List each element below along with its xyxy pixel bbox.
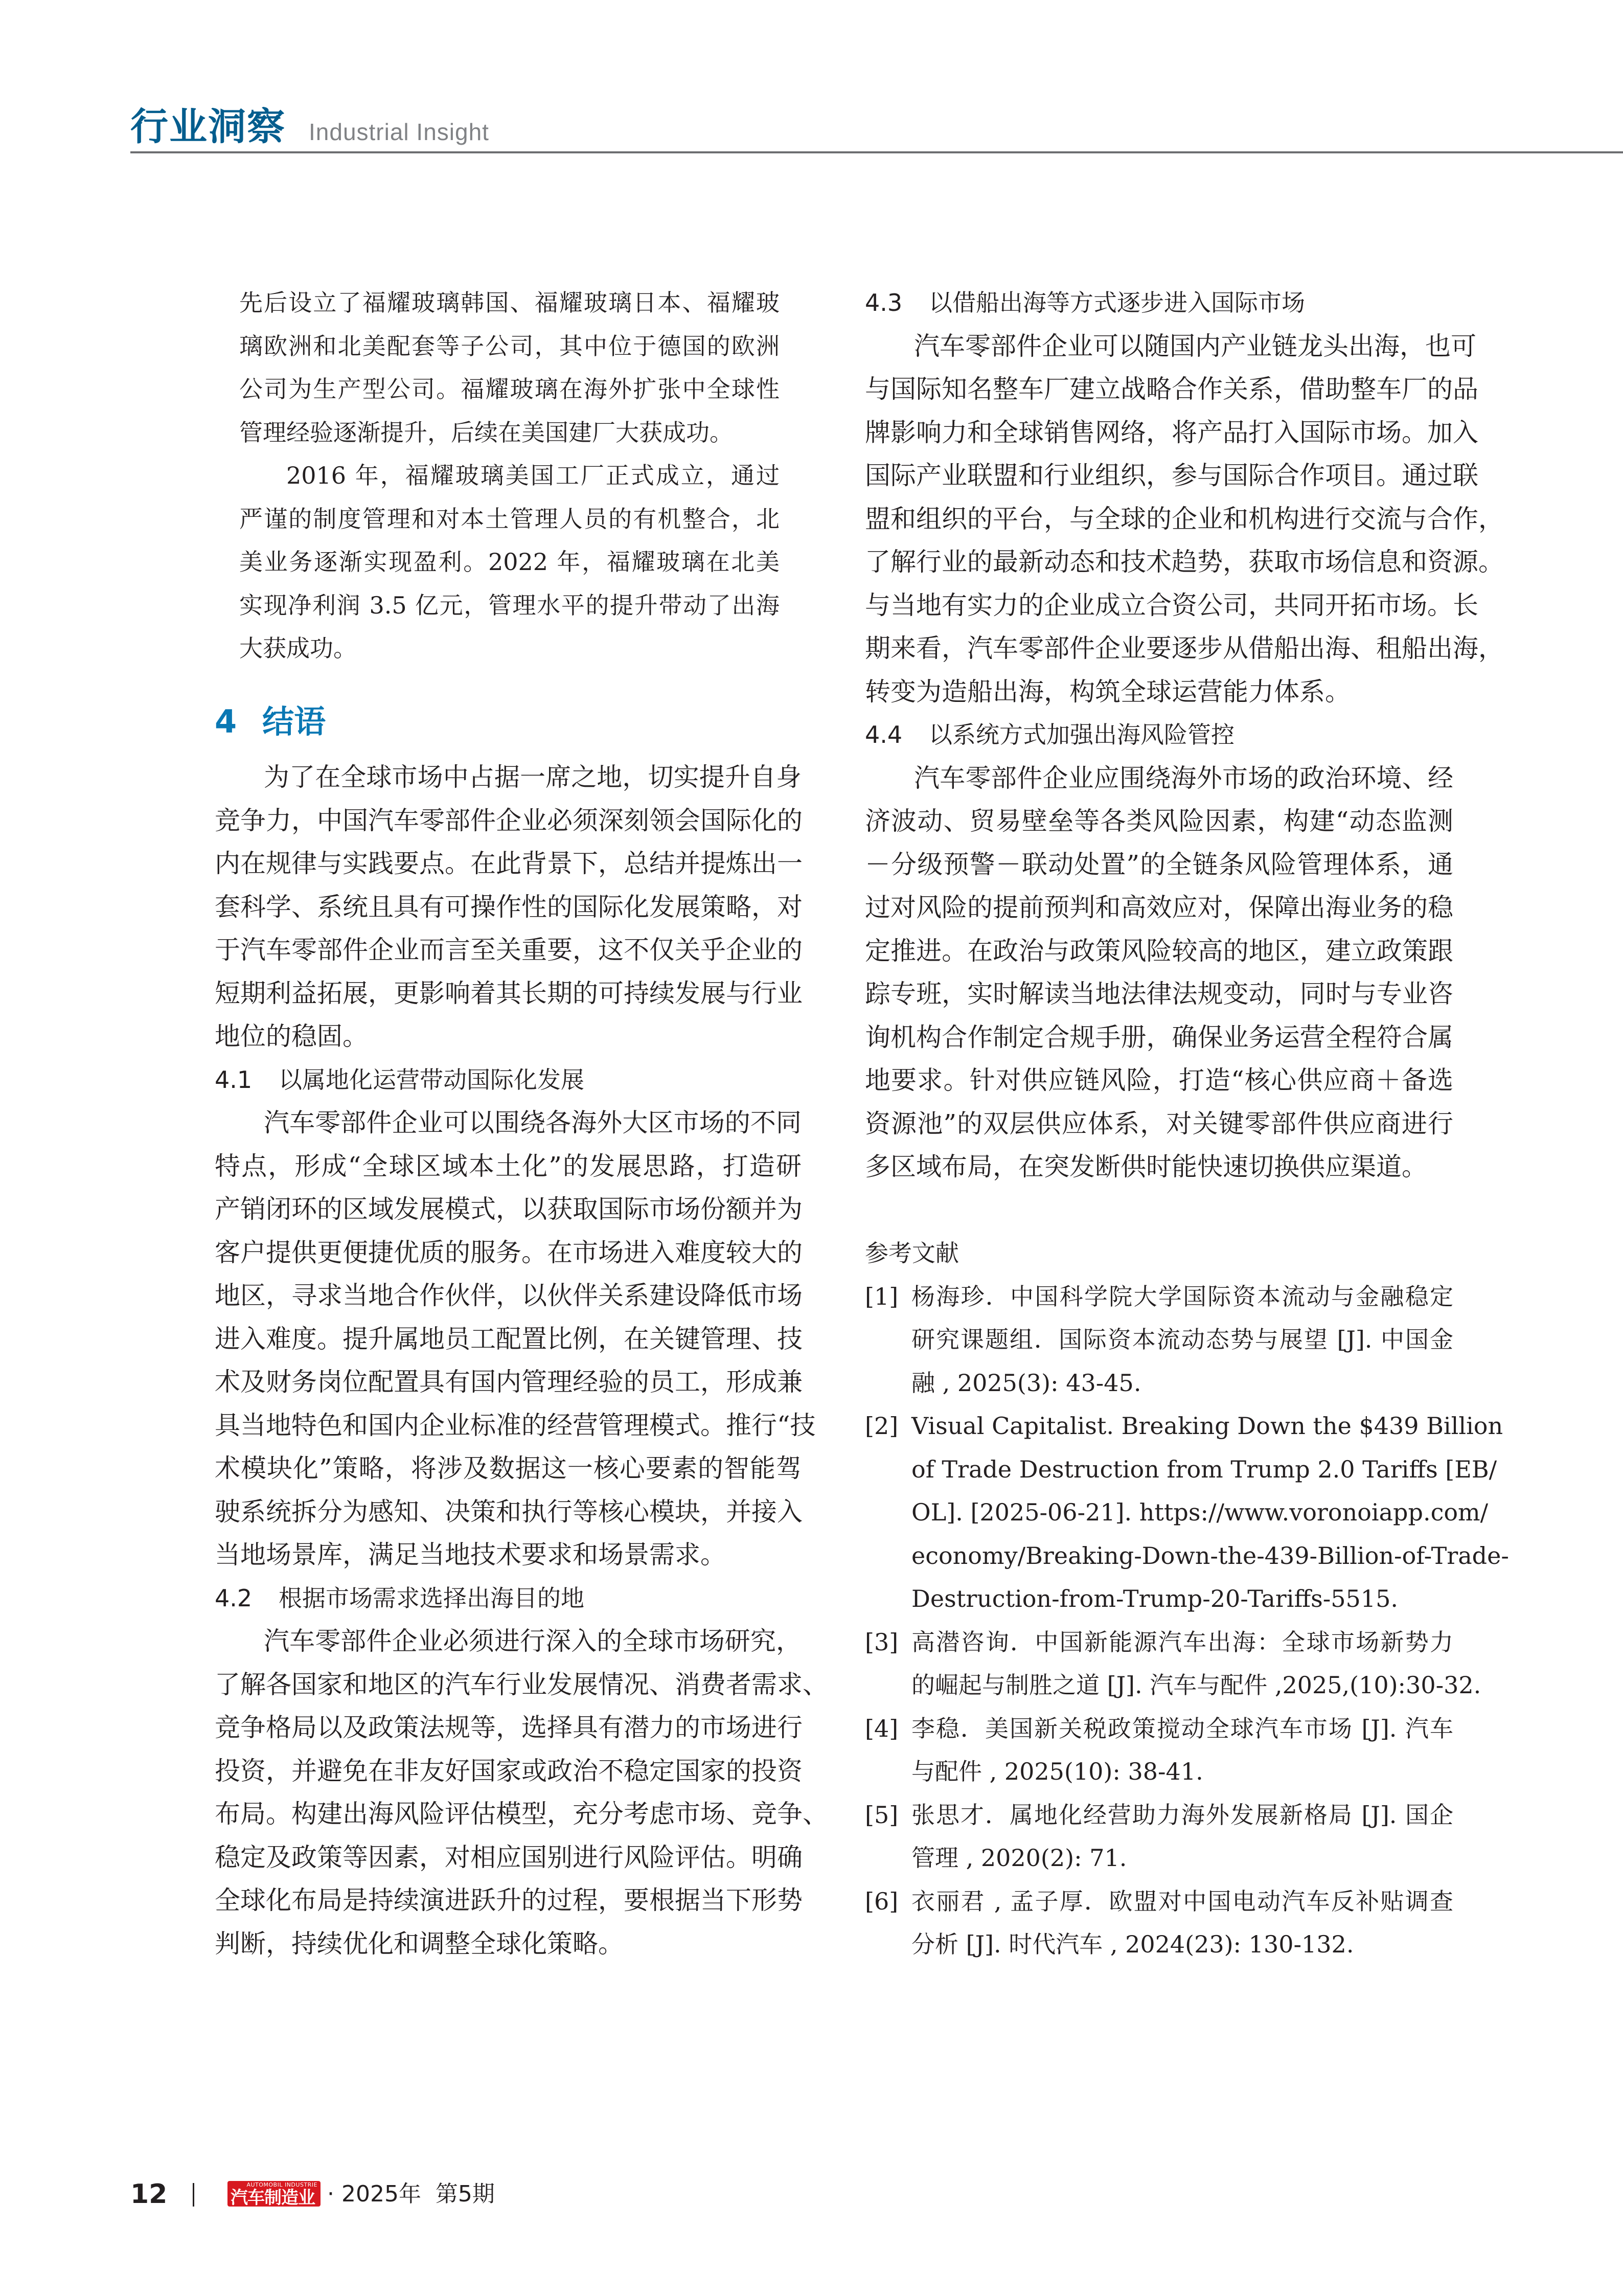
section-heading xyxy=(215,700,326,743)
subsection-title: 以借船出海等方式逐步进入国际市场 xyxy=(929,289,1305,316)
reference-line: 张思才．属地化经营助力海外发展新格局 [J]. 国企 xyxy=(911,1801,1453,1829)
section-title: 结语 xyxy=(262,703,326,740)
subsection-number: 4.4 xyxy=(865,721,903,748)
text-line: 术及财务岗位配置具有国内管理经验的员工，形成兼 xyxy=(215,1367,803,1397)
reference-line: OL]. [2025-06-21]. https://www.voronoiapp.com/ xyxy=(911,1498,1489,1526)
right-column-body xyxy=(865,281,1509,1966)
text-line: 询机构合作制定合规手册，确保业务运营全程符合属 xyxy=(865,1022,1453,1052)
logo-text: 汽车制造业 xyxy=(231,2188,315,2207)
subsection-title: 以属地化运营带动国际化发展 xyxy=(279,1065,584,1094)
reference-item xyxy=(865,1404,1509,1621)
references-title: 参考文献 xyxy=(865,1239,959,1267)
text-line: 为了在全球市场中占据一席之地，切实提升自身 xyxy=(264,762,802,792)
spacer xyxy=(865,1189,1453,1232)
subsection-heading xyxy=(865,713,1453,757)
text-line: 多区域布局，在突发断供时能快速切换供应渠道。 xyxy=(865,1152,1427,1181)
text-line: 特点，形成“全球区域本土化”的发展思路，打造研 xyxy=(215,1151,802,1181)
text-line: 于汽车零部件企业而言至关重要，这不仅关乎企业的 xyxy=(215,935,803,965)
text-line: 内在规律与实践要点。在此背景下，总结并提炼出一 xyxy=(215,849,803,878)
text-line: 期来看，汽车零部件企业要逐步从借船出海、租船出海， xyxy=(865,633,1504,663)
text-line: 了解各国家和地区的汽车行业发展情况、消费者需求、 xyxy=(215,1669,828,1699)
reference-item xyxy=(865,1621,1481,1707)
text-line: 资源池”的双层供应体系，对关键零部件供应商进行 xyxy=(865,1108,1453,1139)
subsection-number: 4.3 xyxy=(865,289,903,316)
text-line: 与国际知名整车厂建立战略合作关系，借助整车厂的品 xyxy=(865,374,1478,404)
text-line: 管理经验逐渐提升，后续在美国建厂大获成功。 xyxy=(239,418,733,446)
paragraph xyxy=(865,325,1504,714)
subsection-number: 4.2 xyxy=(215,1584,253,1612)
reference-item xyxy=(865,1275,1453,1405)
text-line: 璃欧洲和北美配套等子公司，其中位于德国的欧洲 xyxy=(239,332,780,360)
reference-line: 高潜咨询．中国新能源汽车出海：全球市场新势力 xyxy=(911,1628,1453,1656)
reference-line: of Trade Destruction from Trump 2.0 Tariffs [EB/ xyxy=(911,1455,1497,1483)
text-line: 汽车零部件企业必须进行深入的全球市场研究， xyxy=(264,1626,802,1656)
text-line: 国际产业联盟和行业组织，参与国际合作项目。通过联 xyxy=(865,461,1478,490)
left-column-body xyxy=(215,756,828,1965)
logo-subtitle: AUTOMOBIL INDUSTRIE xyxy=(246,2181,317,2188)
footer-divider xyxy=(193,2183,194,2207)
reference-line: 管理 , 2020(2): 71. xyxy=(911,1844,1127,1872)
text-line: 布局。构建出海风险评估模型，充分考虑市场、竞争、 xyxy=(215,1799,828,1829)
reference-line: 的崛起与制胜之道 [J]. 汽车与配件 ,2025,(10):30-32. xyxy=(911,1671,1481,1699)
intro-block xyxy=(239,281,780,670)
text-line: 套科学、系统且具有可操作性的国际化发展策略，对 xyxy=(215,892,803,922)
reference-item xyxy=(865,1880,1453,1966)
reference-number: [3] xyxy=(865,1628,899,1656)
paragraph xyxy=(215,1101,816,1577)
reference-line: 李稳．美国新关税政策搅动全球汽车市场 [J]. 汽车 xyxy=(911,1714,1453,1742)
subsection-title: 以系统方式加强出海风险管控 xyxy=(929,721,1235,748)
text-line: 产销闭环的区域发展模式，以获取国际市场份额并为 xyxy=(215,1194,803,1224)
reference-line: Destruction-from-Trump-20-Tariffs-5515. xyxy=(911,1585,1398,1612)
column-subtitle: Industrial Insight xyxy=(309,119,489,145)
text-line: 地区，寻求当地合作伙伴，以伙伴关系建设降低市场 xyxy=(215,1281,803,1310)
text-line: 先后设立了福耀玻璃韩国、福耀玻璃日本、福耀玻 xyxy=(239,289,780,316)
reference-number: [5] xyxy=(865,1801,899,1829)
reference-line: 研究课题组．国际资本流动态势与展望 [J]. 中国金 xyxy=(911,1326,1453,1353)
section-number: 4 xyxy=(215,703,237,740)
text-line: 转变为造船出海，构筑全球运营能力体系。 xyxy=(865,676,1351,707)
text-line: 稳定及政策等因素，对相应国别进行风险评估。明确 xyxy=(215,1842,803,1872)
text-line: －分级预警－联动处置”的全链条风险管理体系，通 xyxy=(865,849,1453,879)
text-line: 地要求。针对供应链风险，打造“核心供应商＋备选 xyxy=(865,1065,1453,1095)
subsection-heading xyxy=(865,281,1453,325)
text-line: 踪专班，实时解读当地法律法规变动，同时与专业咨 xyxy=(865,979,1453,1009)
text-line: 驶系统拆分为感知、决策和执行等核心模块，并接入 xyxy=(215,1496,803,1527)
text-line: 汽车零部件企业应围绕海外市场的政治环境、经 xyxy=(914,763,1453,793)
text-line: 短期利益拓展，更影响着其长期的可持续发展与行业 xyxy=(215,978,803,1008)
text-line: 公司为生产型公司。福耀玻璃在海外扩张中全球性 xyxy=(239,375,780,403)
text-line: 竞争格局以及政策法规等，选择具有潜力的市场进行 xyxy=(215,1713,803,1742)
text-line: 投资，并避免在非友好国家或政治不稳定国家的投资 xyxy=(215,1756,803,1786)
text-line: 美业务逐渐实现盈利。2022 年，福耀玻璃在北美 xyxy=(239,548,780,576)
subsection-title: 根据市场需求选择出海目的地 xyxy=(279,1584,584,1612)
text-line: 汽车零部件企业可以随国内产业链龙头出海，也可 xyxy=(914,331,1476,361)
text-line: 判断，持续优化和调整全球化策略。 xyxy=(215,1928,624,1959)
subsection-heading xyxy=(215,1058,802,1102)
header-divider xyxy=(130,151,1623,153)
issue-label: · 2025年 第5期 xyxy=(327,2181,495,2207)
reference-item xyxy=(865,1707,1453,1793)
text-line: 地位的稳固。 xyxy=(215,1021,368,1051)
text-line: 竞争力，中国汽车零部件企业必须深刻领会国际化的 xyxy=(215,805,803,835)
reference-line: 衣丽君 , 孟子厚．欧盟对中国电动汽车反补贴调查 xyxy=(911,1887,1453,1915)
reference-line: economy/Breaking-Down-the-439-Billion-of-Trade- xyxy=(911,1541,1509,1570)
paragraph xyxy=(865,757,1453,1189)
reference-line: Visual Capitalist. Breaking Down the $439 Billion xyxy=(911,1412,1503,1440)
reference-number: [6] xyxy=(865,1887,899,1915)
text-line: 术模块化”策略，将涉及数据这一核心要素的智能驾 xyxy=(215,1453,802,1483)
text-line: 汽车零部件企业可以围绕各海外大区市场的不同 xyxy=(264,1108,802,1138)
text-line: 定推进。在政治与政策风险较高的地区，建立政策跟 xyxy=(865,936,1453,966)
text-line: 济波动、贸易壁垒等各类风险因素，构建“动态监测 xyxy=(865,806,1453,836)
text-line: 大获成功。 xyxy=(239,634,357,662)
paragraph xyxy=(215,1620,828,1965)
text-line: 过对风险的提前预判和高效应对，保障出海业务的稳 xyxy=(865,893,1453,922)
text-line: 2016 年，福耀玻璃美国工厂正式成立，通过 xyxy=(286,462,780,489)
text-line: 全球化布局是持续演进跃升的过程，要根据当下形势 xyxy=(215,1885,803,1915)
reference-line: 与配件 , 2025(10): 38-41. xyxy=(911,1758,1203,1785)
reference-number: [2] xyxy=(865,1412,899,1440)
reference-line: 分析 [J]. 时代汽车 , 2024(23): 130-132. xyxy=(911,1930,1354,1958)
magazine-logo xyxy=(227,2181,321,2207)
reference-line: 杨海珍．中国科学院大学国际资本流动与金融稳定 xyxy=(911,1282,1453,1310)
text-line: 进入难度。提升属地员工配置比例，在关键管理、技 xyxy=(215,1324,803,1354)
column-title: 行业洞察 xyxy=(130,105,286,149)
text-line: 牌影响力和全球销售网络，将产品打入国际市场。加入 xyxy=(865,417,1478,447)
reference-line: 融 , 2025(3): 43-45. xyxy=(911,1369,1141,1397)
paragraph xyxy=(215,756,802,1058)
text-line: 客户提供更便捷优质的服务。在市场进入难度较大的 xyxy=(215,1237,803,1267)
subsection-number: 4.1 xyxy=(215,1065,253,1094)
text-line: 具当地特色和国内企业标准的经营管理模式。推行“技 xyxy=(215,1410,816,1440)
text-line: 盟和组织的平台，与全球的企业和机构进行交流与合作， xyxy=(865,504,1504,534)
text-line: 实现净利润 3.5 亿元，管理水平的提升带动了出海 xyxy=(239,591,780,619)
text-line: 严谨的制度管理和对本土管理人员的有机整合，北 xyxy=(239,505,780,533)
reference-item xyxy=(865,1793,1453,1880)
text-line: 当地场景库，满足当地技术要求和场景需求。 xyxy=(215,1540,726,1570)
reference-number: [4] xyxy=(865,1714,899,1742)
paragraph xyxy=(239,281,780,454)
reference-number: [1] xyxy=(865,1282,899,1310)
paragraph xyxy=(239,454,780,670)
text-line: 与当地有实力的企业成立合资公司，共同开拓市场。长 xyxy=(865,590,1478,620)
subsection-heading xyxy=(215,1577,802,1620)
text-line: 了解行业的最新动态和技术趋势，获取市场信息和资源。 xyxy=(865,547,1504,577)
page-number: 12 xyxy=(130,2179,168,2210)
